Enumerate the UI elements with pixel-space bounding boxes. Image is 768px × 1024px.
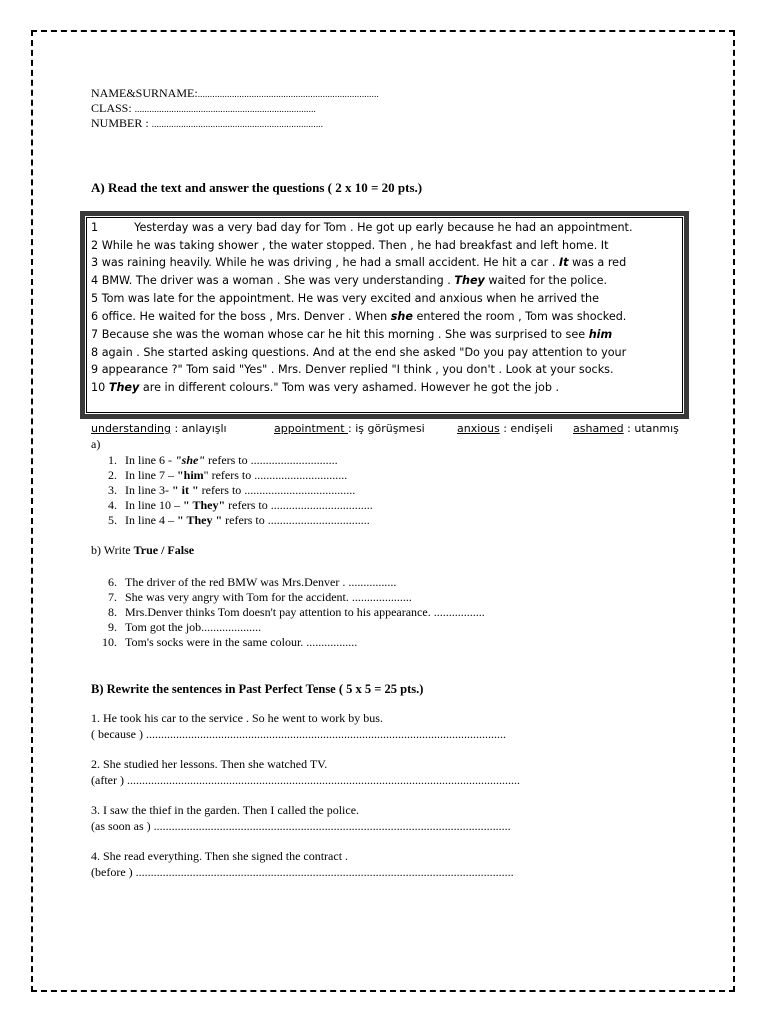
- class-label: CLASS:: [91, 101, 132, 115]
- rewrite-sentence: 1. He took his car to the service . So he went to work by bus.: [91, 711, 383, 725]
- rewrite-answer-line[interactable]: ( because ) ........................................................................................................................: [91, 727, 506, 741]
- rewrite-sentence: 2. She studied her lessons. Then she watched TV.: [91, 757, 328, 771]
- glossary-item: understanding : anlayışlı: [91, 422, 227, 435]
- name-blank[interactable]: ..........................................................................: [197, 89, 379, 99]
- class-field[interactable]: [91, 101, 316, 117]
- section-b-title: B) Rewrite the sentences in Past Perfect Tense ( 5 x 5 = 25 pts.): [91, 682, 424, 696]
- true-false-item[interactable]: 8. Mrs.Denver thinks Tom doesn't pay attention to his appearance. .................: [108, 605, 485, 619]
- reading-line: 3 was raining heavily. While he was driving , he had a small accident. He hit a car . It was a red: [91, 256, 627, 269]
- reading-line: 2 While he was taking shower , the water stopped. Then , he had breakfast and left home. It: [91, 239, 609, 252]
- reading-line: 6 office. He waited for the boss , Mrs. Denver . When she entered the room , Tom was shocked.: [91, 310, 627, 323]
- reference-it: It: [558, 256, 569, 269]
- part-a-label: a): [91, 437, 101, 451]
- rewrite-answer-line[interactable]: (as soon as ) .......................................................................................................................: [91, 819, 511, 833]
- question-item[interactable]: 4. In line 10 – " They" refers to ..................................: [108, 498, 373, 512]
- reference-they: They: [454, 274, 485, 287]
- reading-line: 5 Tom was late for the appointment. He was very excited and anxious when he arrived the: [91, 292, 600, 305]
- true-false-item[interactable]: 7. She was very angry with Tom for the accident. ....................: [108, 590, 412, 604]
- part-b-label: b) Write True / False: [91, 543, 195, 557]
- question-item[interactable]: 5. In line 4 – " They " refers to ..................................: [108, 513, 370, 527]
- number-label: NUMBER :: [91, 116, 149, 130]
- name-field[interactable]: [91, 86, 379, 102]
- glossary-item: anxious : endişeli: [457, 422, 553, 435]
- reading-line: 8 again . She started asking questions. And at the end she asked "Do you pay attention to your: [91, 346, 627, 359]
- glossary-item: ashamed : utanmış: [573, 422, 679, 435]
- rewrite-sentence: 4. She read everything. Then she signed the contract .: [91, 849, 349, 863]
- class-blank[interactable]: ..........................................................................: [134, 104, 316, 114]
- number-field[interactable]: [91, 116, 323, 132]
- name-label: NAME&SURNAME:: [91, 86, 198, 100]
- rewrite-answer-line[interactable]: (before ) ..............................................................................................................................: [91, 865, 514, 879]
- reference-they-2: They: [108, 381, 140, 394]
- reading-line: 10 They are in different colours." Tom was very ashamed. However he got the job .: [91, 381, 560, 394]
- rewrite-answer-line[interactable]: (after ) ...................................................................................................................................: [91, 773, 520, 787]
- number-blank[interactable]: ......................................................................: [151, 119, 324, 129]
- question-item[interactable]: 2. In line 7 – "him" refers to ...............................: [108, 468, 348, 482]
- true-false-item[interactable]: 10. Tom's socks were in the same colour. .................: [102, 635, 358, 649]
- reading-line: 4 BMW. The driver was a woman . She was very understanding . They waited for the police.: [91, 274, 608, 287]
- glossary-item: appointment : iş görüşmesi: [274, 422, 425, 435]
- reference-him: him: [588, 328, 613, 341]
- reading-line: 7 Because she was the woman whose car he hit this morning . She was surprised to see him: [91, 328, 613, 341]
- question-item[interactable]: 1. In line 6 - "she" refers to .............................: [108, 453, 338, 467]
- reading-line: 9 appearance ?" Tom said "Yes" . Mrs. Denver replied "I think , you don't . Look at your socks.: [91, 363, 614, 376]
- reading-line: 1 Yesterday was a very bad day for Tom . He got up early because he had an appointment.: [91, 221, 633, 234]
- true-false-item[interactable]: 6. The driver of the red BMW was Mrs.Denver . ................: [108, 575, 397, 589]
- rewrite-sentence: 3. I saw the thief in the garden. Then I called the police.: [91, 803, 360, 817]
- true-false-item[interactable]: 9. Tom got the job....................: [108, 620, 262, 634]
- section-a-title: A) Read the text and answer the questions ( 2 x 10 = 20 pts.): [91, 180, 423, 195]
- reference-she: she: [390, 310, 413, 323]
- question-item[interactable]: 3. In line 3- " it " refers to .....................................: [108, 483, 356, 497]
